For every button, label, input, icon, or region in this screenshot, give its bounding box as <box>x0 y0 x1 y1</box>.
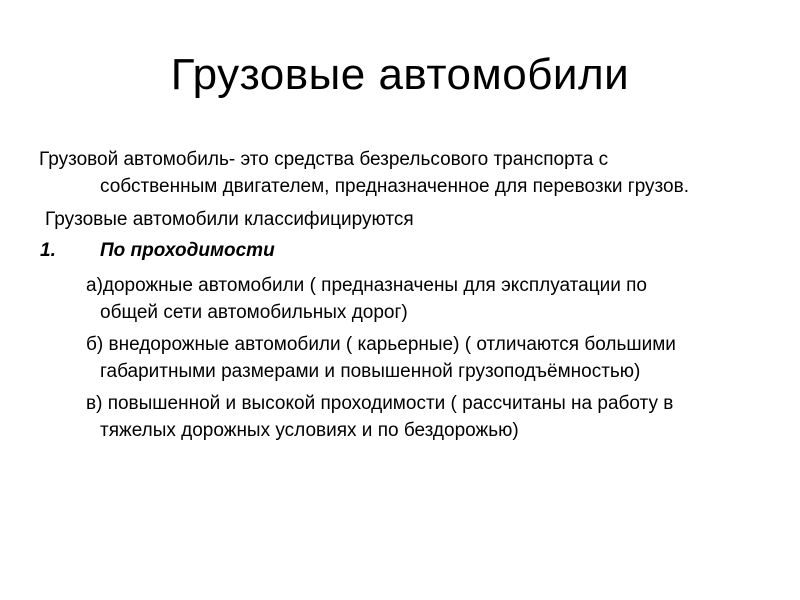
slide-body <box>0 146 800 449</box>
definition-paragraph: Грузовой автомобиль- это средства безрельсового транспорта с собственным двигателем, предназначенное для перевозки грузов. <box>39 149 689 197</box>
slide-title: Грузовые автомобили <box>170 50 630 99</box>
sub-item-high-mobility: в) повышенной и высокой проходимости ( рассчитаны на работу в тяжелых дорожных условиях и по бездорожью) <box>86 393 674 441</box>
list-number: 1. <box>40 240 56 261</box>
sub-item-road: а)дорожные автомобили ( предназначены для эксплуатации по общей сети автомобильных дорог) <box>86 275 647 323</box>
classification-intro: Грузовые автомобили классифицируются <box>45 209 414 230</box>
list-item-label: По проходимости <box>100 240 275 261</box>
numbered-list-item <box>0 237 800 264</box>
sub-item-offroad: б) внедорожные автомобили ( карьерные) ( отличаются большими габаритными размерами и повышенной грузоподъёмностью) <box>86 334 676 382</box>
